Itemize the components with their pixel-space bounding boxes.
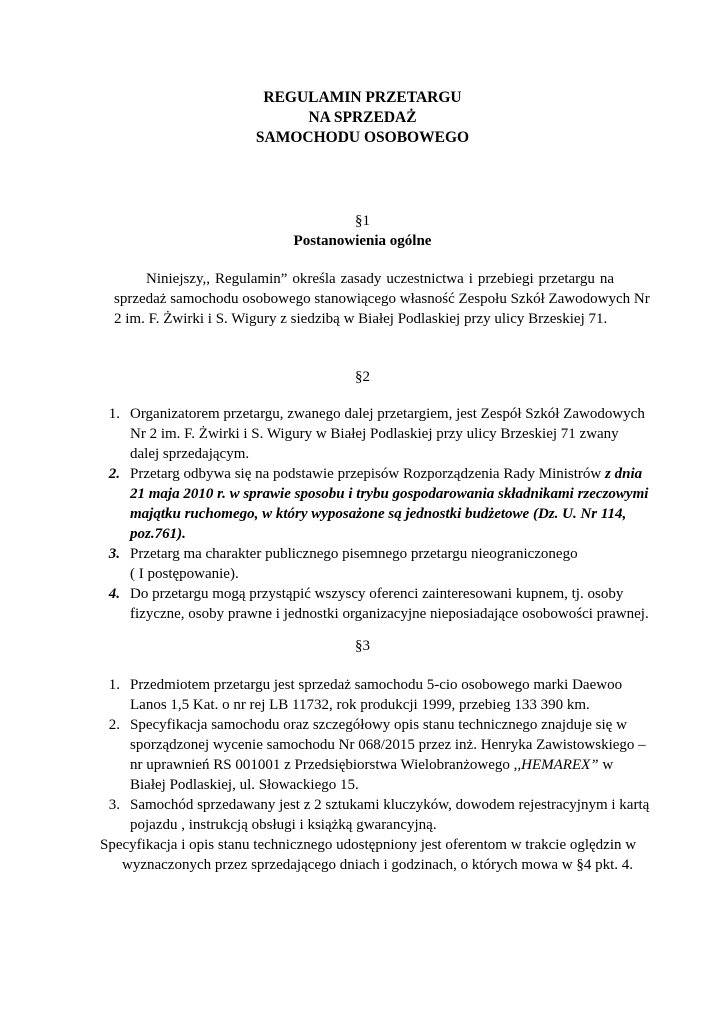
- title-line-3: SAMOCHODU OSOBOWEGO: [255, 129, 470, 146]
- s3-item-1-number: 1.: [108, 677, 120, 693]
- section-1-mark: §1: [355, 213, 370, 229]
- s3-item-1-line-2: Lanos 1,5 Kat. o nr rej LB 11732, rok produkcji 1999, przebieg 133 390 km.: [130, 697, 590, 713]
- s3-item-2-line-3: [130, 755, 613, 775]
- s2-item-2-line-3: majątku ruchomego, w który wyposażone są jednostki budżetowe (Dz. U. Nr 114,: [130, 506, 627, 522]
- title-line-2: NA SPRZEDAŻ: [308, 109, 417, 126]
- s3-item-3-line-2: pojazdu , instrukcją obsługi i książką gwarancyjną.: [130, 817, 437, 833]
- section-1-text-line-2: sprzedaż samochodu osobowego stanowiącego własność Zespołu Szkół Zawodowych Nr: [114, 291, 650, 307]
- s2-item-3-number: 3.: [108, 546, 120, 562]
- s3-item-2-line-4: Białej Podlaskiej, ul. Słowackiego 15.: [130, 777, 359, 793]
- s2-item-2-line-1-bold: z dnia: [605, 466, 643, 482]
- s3-item-2-line-2: sporządzonej wycenie samochodu Nr 068/2015 przez inż. Henryka Zawistowskiego –: [130, 737, 646, 753]
- s3-closing-line-2: wyznaczonych przez sprzedającego dniach i godzinach, o których mowa w §4 pkt. 4.: [122, 857, 634, 873]
- title-line-1: REGULAMIN PRZETARGU: [263, 89, 462, 106]
- s2-item-3-line-1: Przetarg ma charakter publicznego pisemnego przetargu nieograniczonego: [130, 546, 578, 562]
- s3-item-3-number: 3.: [108, 797, 120, 813]
- s2-item-3-line-2: ( I postępowanie).: [130, 566, 239, 582]
- s3-item-2-number: 2.: [108, 717, 120, 733]
- s2-item-2-line-2: 21 maja 2010 r. w sprawie sposobu i trybu gospodarowania składnikami rzeczowymi: [130, 486, 649, 502]
- s2-item-4-line-1: Do przetargu mogą przystąpić wszyscy oferenci zainteresowani kupnem, tj. osoby: [130, 586, 624, 602]
- s3-item-1-line-1: Przedmiotem przetargu jest sprzedaż samochodu 5-cio osobowego marki Daewoo: [130, 677, 623, 693]
- s3-closing-line-1: Specyfikacja i opis stanu technicznego udostępniony jest oferentom w trakcie oględzin w: [100, 837, 637, 853]
- section-1-text-line-3: 2 im. F. Żwirki i S. Wigury z siedzibą w Białej Podlaskiej przy ulicy Brzeskiej 71.: [114, 311, 608, 327]
- s3-item-2-line-1: Specyfikacja samochodu oraz szczegółowy opis stanu technicznego znajduje się w: [130, 717, 627, 733]
- section-1-text-line-1: Niniejszy,, Regulamin” określa zasady uczestnictwa i przebiegi przetargu na: [146, 271, 614, 287]
- s2-item-2-line-4: poz.761).: [130, 526, 186, 542]
- s2-item-2-number: 2.: [108, 466, 120, 482]
- s2-item-4-line-2: fizyczne, osoby prawne i jednostki organizacyjne nieposiadające osobowości prawnej.: [130, 606, 649, 622]
- section-2-mark: §2: [355, 369, 370, 385]
- s3-item-2-line-3-tail: w: [598, 757, 614, 773]
- s2-item-2-line-1-plain: Przetarg odbywa się na podstawie przepisów Rozporządzenia Rady Ministrów: [130, 466, 606, 482]
- s2-item-1-number: 1.: [108, 406, 120, 422]
- s3-item-2-line-3-plain: nr uprawnień RS 001001 z Przedsiębiorstwa Wielobranżowego: [130, 757, 514, 773]
- s2-item-4-number: 4.: [108, 586, 120, 602]
- section-1-heading: Postanowienia ogólne: [293, 233, 432, 249]
- s3-item-2-company-name: ,,HEMAREX”: [513, 757, 599, 773]
- section-3-mark: §3: [355, 638, 370, 654]
- s2-item-2-line-1: [130, 464, 643, 484]
- s2-item-1-line-1: Organizatorem przetargu, zwanego dalej przetargiem, jest Zespół Szkół Zawodowych: [130, 406, 645, 422]
- s2-item-1-line-3: dalej sprzedającym.: [130, 446, 250, 462]
- s2-item-1-line-2: Nr 2 im. F. Żwirki i S. Wigury w Białej Podlaskiej przy ulicy Brzeskiej 71 zwany: [130, 426, 619, 442]
- s3-item-3-line-1: Samochód sprzedawany jest z 2 sztukami kluczyków, dowodem rejestracyjnym i kartą: [130, 797, 650, 813]
